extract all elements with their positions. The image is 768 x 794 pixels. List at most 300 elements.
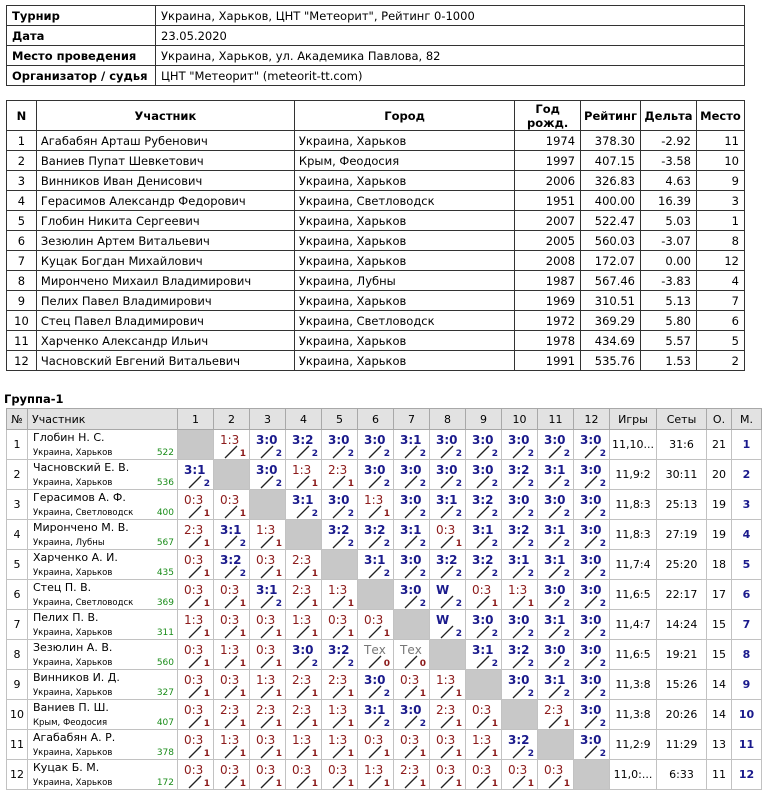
self-cell <box>322 550 358 580</box>
player-birth-year: 2005 <box>515 231 581 251</box>
match-score: 0:3 <box>256 643 276 657</box>
player-name: Герасимов Александр Федорович <box>36 191 294 211</box>
match-points: 2 <box>599 479 606 489</box>
player-number: 11 <box>7 331 37 351</box>
group-place: 11 <box>732 730 762 760</box>
player-place: 7 <box>696 291 744 311</box>
match-result <box>394 520 430 550</box>
match-score: 3:0 <box>472 463 494 477</box>
group-games: 11,9:2 <box>610 460 657 490</box>
match-score: 1:3 <box>184 613 204 627</box>
group-games: 11,8:3 <box>610 490 657 520</box>
match-result <box>502 550 538 580</box>
group-games: 11,10... <box>610 430 657 460</box>
slash-icon <box>584 655 598 669</box>
match-points: 1 <box>275 629 282 639</box>
match-points: 1 <box>275 719 282 729</box>
slash-icon <box>332 475 346 489</box>
group-results-table <box>6 408 762 790</box>
match-score: 0:3 <box>220 673 240 687</box>
group-row <box>7 520 762 550</box>
match-result <box>250 700 286 730</box>
match-score: 0:3 <box>364 733 384 747</box>
slash-icon <box>548 505 562 519</box>
match-score: 3:0 <box>400 553 422 567</box>
slash-icon <box>584 625 598 639</box>
match-result <box>466 580 502 610</box>
slash-icon <box>332 685 346 699</box>
match-points: 1 <box>347 689 354 699</box>
match-score: 2:3 <box>292 553 312 567</box>
slash-icon <box>548 475 562 489</box>
match-result <box>322 460 358 490</box>
group-row <box>7 700 762 730</box>
match-points: 1 <box>239 749 246 759</box>
match-result <box>358 490 394 520</box>
match-points: 1 <box>347 719 354 729</box>
slash-icon <box>404 655 418 669</box>
match-result <box>466 460 502 490</box>
match-score: 0:3 <box>220 493 240 507</box>
match-result <box>394 700 430 730</box>
match-score: 3:2 <box>292 433 314 447</box>
match-result <box>250 550 286 580</box>
match-result <box>430 700 466 730</box>
match-points: 1 <box>383 779 390 789</box>
group-player-rating: 378 <box>156 748 174 758</box>
match-points: 2 <box>527 569 534 579</box>
match-result <box>286 730 322 760</box>
slash-icon <box>440 475 454 489</box>
group-row-number: 11 <box>7 730 28 760</box>
match-score: 2:3 <box>400 763 420 777</box>
slash-icon <box>476 745 490 759</box>
match-score: 3:1 <box>508 553 530 567</box>
match-score: 2:3 <box>544 703 564 717</box>
match-points: 2 <box>419 599 426 609</box>
match-result <box>178 580 214 610</box>
slash-icon <box>404 685 418 699</box>
self-cell <box>574 760 610 790</box>
player-rating: 378.30 <box>581 131 641 151</box>
match-result <box>250 430 286 460</box>
match-points: 2 <box>491 569 498 579</box>
slash-icon <box>548 655 562 669</box>
group-header-opponent: 5 <box>322 409 358 430</box>
player-delta: -2.92 <box>641 131 697 151</box>
group-row-number: 7 <box>7 610 28 640</box>
slash-icon <box>296 685 310 699</box>
group-player-city: Украина, Светловодск <box>33 598 134 608</box>
match-points: 2 <box>491 629 498 639</box>
group-points: 15 <box>707 610 732 640</box>
match-result <box>466 700 502 730</box>
group-row <box>7 640 762 670</box>
player-name: Агабабян Арташ Рубенович <box>36 131 294 151</box>
match-points: 1 <box>491 779 498 789</box>
match-score: 0:3 <box>328 613 348 627</box>
self-cell <box>394 610 430 640</box>
player-city: Украина, Харьков <box>294 171 514 191</box>
match-points: 1 <box>347 479 354 489</box>
match-score: 3:2 <box>328 523 350 537</box>
match-result <box>214 730 250 760</box>
match-result <box>250 520 286 550</box>
group-header-opponent: 9 <box>466 409 502 430</box>
player-birth-year: 1951 <box>515 191 581 211</box>
match-result <box>178 520 214 550</box>
match-points: 2 <box>527 629 534 639</box>
slash-icon <box>188 565 202 579</box>
player-row <box>7 211 745 231</box>
group-player-rating: 522 <box>156 448 174 458</box>
match-points: 2 <box>419 719 426 729</box>
match-score: 3:0 <box>328 433 350 447</box>
match-result <box>394 550 430 580</box>
group-player-rating: 172 <box>156 778 174 788</box>
match-score: 3:0 <box>472 613 494 627</box>
player-place: 12 <box>696 251 744 271</box>
slash-icon <box>584 685 598 699</box>
match-result <box>286 700 322 730</box>
group-player-name: Харченко А. И. <box>33 551 118 564</box>
match-points: 1 <box>275 779 282 789</box>
match-points: 1 <box>275 539 282 549</box>
match-result <box>538 760 574 790</box>
slash-icon <box>476 535 490 549</box>
group-player-name: Агабабян А. Р. <box>33 731 116 744</box>
match-result <box>214 700 250 730</box>
group-header-num: № <box>7 409 28 430</box>
match-score: 3:0 <box>400 463 422 477</box>
match-result <box>178 670 214 700</box>
match-result <box>394 760 430 790</box>
match-result <box>286 640 322 670</box>
match-score: 1:3 <box>508 583 528 597</box>
group-player-name: Мирончено М. В. <box>33 521 129 534</box>
match-score: 0:3 <box>544 763 564 777</box>
match-result <box>322 580 358 610</box>
player-delta: 5.80 <box>641 311 697 331</box>
match-score: 3:0 <box>580 613 602 627</box>
match-points: 1 <box>239 629 246 639</box>
match-score: 0:3 <box>328 763 348 777</box>
match-result <box>322 520 358 550</box>
match-score: 0:3 <box>436 733 456 747</box>
match-points: 2 <box>491 449 498 459</box>
match-score: 1:3 <box>220 433 240 447</box>
player-number: 4 <box>7 191 37 211</box>
match-score: 3:0 <box>580 703 602 717</box>
match-score: 2:3 <box>292 673 312 687</box>
slash-icon <box>512 565 526 579</box>
match-result <box>466 640 502 670</box>
match-result <box>394 430 430 460</box>
player-name: Мирончено Михаил Владимирович <box>36 271 294 291</box>
match-score: 0:3 <box>400 673 420 687</box>
match-points: 2 <box>563 659 570 669</box>
match-score: 0:3 <box>436 523 456 537</box>
match-score: 3:0 <box>400 703 422 717</box>
player-place: 8 <box>696 231 744 251</box>
self-cell <box>358 580 394 610</box>
player-row <box>7 231 745 251</box>
match-result <box>538 490 574 520</box>
match-score: 1:3 <box>364 493 384 507</box>
slash-icon <box>224 775 238 789</box>
slash-icon <box>260 445 274 459</box>
match-points: 2 <box>383 479 390 489</box>
self-cell <box>538 730 574 760</box>
match-score: 3:1 <box>544 523 566 537</box>
player-place: 9 <box>696 171 744 191</box>
match-result <box>178 460 214 490</box>
match-score: 3:0 <box>400 583 422 597</box>
slash-icon <box>368 535 382 549</box>
group-place: 12 <box>732 760 762 790</box>
slash-icon <box>188 655 202 669</box>
slash-icon <box>296 625 310 639</box>
slash-icon <box>332 595 346 609</box>
match-points: 2 <box>203 479 210 489</box>
match-points: 2 <box>239 569 246 579</box>
player-number: 2 <box>7 151 37 171</box>
match-points: 2 <box>455 629 462 639</box>
match-score: 3:0 <box>544 643 566 657</box>
match-points: 2 <box>563 629 570 639</box>
match-score: 3:0 <box>472 433 494 447</box>
player-row <box>7 191 745 211</box>
match-score: Тех <box>400 643 422 657</box>
group-place: 7 <box>732 610 762 640</box>
player-number: 9 <box>7 291 37 311</box>
player-place: 3 <box>696 191 744 211</box>
match-score: 3:0 <box>436 433 458 447</box>
match-score: 3:2 <box>436 553 458 567</box>
match-points: 1 <box>311 719 318 729</box>
group-player-cell <box>28 640 178 670</box>
group-player-cell <box>28 700 178 730</box>
match-points: 2 <box>599 539 606 549</box>
slash-icon <box>332 715 346 729</box>
slash-icon <box>188 775 202 789</box>
group-player-city: Украина, Харьков <box>33 778 113 788</box>
match-points: 1 <box>491 599 498 609</box>
match-score: 3:2 <box>220 553 242 567</box>
match-score: 0:3 <box>364 613 384 627</box>
player-rating: 172.07 <box>581 251 641 271</box>
match-points: 1 <box>239 659 246 669</box>
group-header-opponent: 12 <box>574 409 610 430</box>
match-result <box>502 460 538 490</box>
group-player-name: Зезюлин А. В. <box>33 641 113 654</box>
slash-icon <box>296 595 310 609</box>
match-points: 2 <box>599 749 606 759</box>
match-points: 2 <box>311 449 318 459</box>
slash-icon <box>548 715 562 729</box>
group-games: 11,8:3 <box>610 520 657 550</box>
group-points: 21 <box>707 430 732 460</box>
match-score: 1:3 <box>436 673 456 687</box>
slash-icon <box>368 745 382 759</box>
match-points: 1 <box>419 749 426 759</box>
slash-icon <box>476 475 490 489</box>
slash-icon <box>440 595 454 609</box>
player-rating: 560.03 <box>581 231 641 251</box>
slash-icon <box>404 445 418 459</box>
group-player-cell <box>28 520 178 550</box>
slash-icon <box>368 565 382 579</box>
match-score: 2:3 <box>184 523 204 537</box>
slash-icon <box>332 505 346 519</box>
group-games: 11,7:4 <box>610 550 657 580</box>
slash-icon <box>260 745 274 759</box>
match-points: 2 <box>455 479 462 489</box>
match-points: 2 <box>563 509 570 519</box>
group-player-rating: 407 <box>156 718 174 728</box>
match-points: 2 <box>419 479 426 489</box>
match-points: 1 <box>239 509 246 519</box>
match-score: 3:2 <box>328 643 350 657</box>
group-player-name: Пелих П. В. <box>33 611 99 624</box>
group-player-name: Герасимов А. Ф. <box>33 491 126 504</box>
slash-icon <box>260 535 274 549</box>
slash-icon <box>584 595 598 609</box>
match-result <box>322 730 358 760</box>
group-row-number: 6 <box>7 580 28 610</box>
match-score: 0:3 <box>184 643 204 657</box>
match-result <box>430 730 466 760</box>
slash-icon <box>188 505 202 519</box>
group-games: 11,3:8 <box>610 670 657 700</box>
player-delta: 5.13 <box>641 291 697 311</box>
group-player-city: Украина, Лубны <box>33 538 105 548</box>
match-score: 3:0 <box>580 733 602 747</box>
group-header-opponent: 6 <box>358 409 394 430</box>
match-result <box>286 760 322 790</box>
player-city: Украина, Харьков <box>294 291 514 311</box>
group-sets: 11:29 <box>657 730 707 760</box>
match-points: 2 <box>527 749 534 759</box>
match-result <box>358 670 394 700</box>
match-result <box>214 670 250 700</box>
player-number: 7 <box>7 251 37 271</box>
group-player-name: Куцак Б. М. <box>33 761 100 774</box>
player-delta: 0.00 <box>641 251 697 271</box>
match-result <box>358 430 394 460</box>
match-result <box>250 610 286 640</box>
match-result <box>214 490 250 520</box>
match-result <box>430 610 466 640</box>
match-result <box>250 580 286 610</box>
player-city: Украина, Светловодск <box>294 191 514 211</box>
match-points: 1 <box>491 749 498 759</box>
match-points: 2 <box>527 689 534 699</box>
self-cell <box>178 430 214 460</box>
group-header-opponent: 8 <box>430 409 466 430</box>
match-score: 1:3 <box>256 673 276 687</box>
match-points: 2 <box>599 509 606 519</box>
group-player-rating: 567 <box>156 538 174 548</box>
info-label: Турнир <box>7 6 156 26</box>
match-result <box>502 610 538 640</box>
group-player-name: Ваниев П. Ш. <box>33 701 109 714</box>
match-score: 1:3 <box>364 763 384 777</box>
slash-icon <box>188 475 202 489</box>
player-name: Харченко Александр Ильич <box>36 331 294 351</box>
group-header-opponent: 7 <box>394 409 430 430</box>
player-name: Ваниев Пупат Шевкетович <box>36 151 294 171</box>
info-value: 23.05.2020 <box>156 26 745 46</box>
match-score: 0:3 <box>472 583 492 597</box>
match-score: 3:1 <box>472 523 494 537</box>
group-header-sets: Сеты <box>657 409 707 430</box>
match-result <box>358 610 394 640</box>
group-header-opponent: 11 <box>538 409 574 430</box>
match-result <box>538 520 574 550</box>
match-result <box>466 550 502 580</box>
player-name: Стец Павел Владимирович <box>36 311 294 331</box>
group-player-cell <box>28 490 178 520</box>
match-points: 1 <box>383 629 390 639</box>
match-score: 3:0 <box>580 673 602 687</box>
slash-icon <box>404 775 418 789</box>
match-result <box>466 730 502 760</box>
match-points: 2 <box>455 599 462 609</box>
match-score: 0:3 <box>400 733 420 747</box>
slash-icon <box>260 475 274 489</box>
match-score: 2:3 <box>292 703 312 717</box>
self-cell <box>502 700 538 730</box>
match-points: 2 <box>347 539 354 549</box>
info-row <box>7 26 745 46</box>
column-header: N <box>7 101 37 131</box>
slash-icon <box>584 715 598 729</box>
group-sets: 27:19 <box>657 520 707 550</box>
match-score: 3:2 <box>508 523 530 537</box>
slash-icon <box>584 565 598 579</box>
match-score: 3:1 <box>544 673 566 687</box>
self-cell <box>430 640 466 670</box>
match-score: 0:3 <box>184 673 204 687</box>
match-result <box>214 520 250 550</box>
slash-icon <box>440 775 454 789</box>
match-result <box>358 730 394 760</box>
match-points: 1 <box>383 749 390 759</box>
group-sets: 6:33 <box>657 760 707 790</box>
match-score: 3:0 <box>544 493 566 507</box>
player-rating: 522.47 <box>581 211 641 231</box>
match-score: 3:1 <box>256 583 278 597</box>
match-points: 2 <box>419 539 426 549</box>
match-result <box>574 640 610 670</box>
match-score: 0:3 <box>220 583 240 597</box>
match-result <box>430 520 466 550</box>
group-player-city: Украина, Светловодск <box>33 508 134 518</box>
match-result <box>538 640 574 670</box>
match-score: 3:1 <box>544 553 566 567</box>
match-score: 2:3 <box>292 583 312 597</box>
group-row <box>7 760 762 790</box>
match-result <box>394 490 430 520</box>
group-row-number: 5 <box>7 550 28 580</box>
group-row-number: 12 <box>7 760 28 790</box>
column-header: Дельта <box>641 101 697 131</box>
match-points: 2 <box>347 449 354 459</box>
player-city: Крым, Феодосия <box>294 151 514 171</box>
match-points: 2 <box>527 509 534 519</box>
match-result <box>574 520 610 550</box>
